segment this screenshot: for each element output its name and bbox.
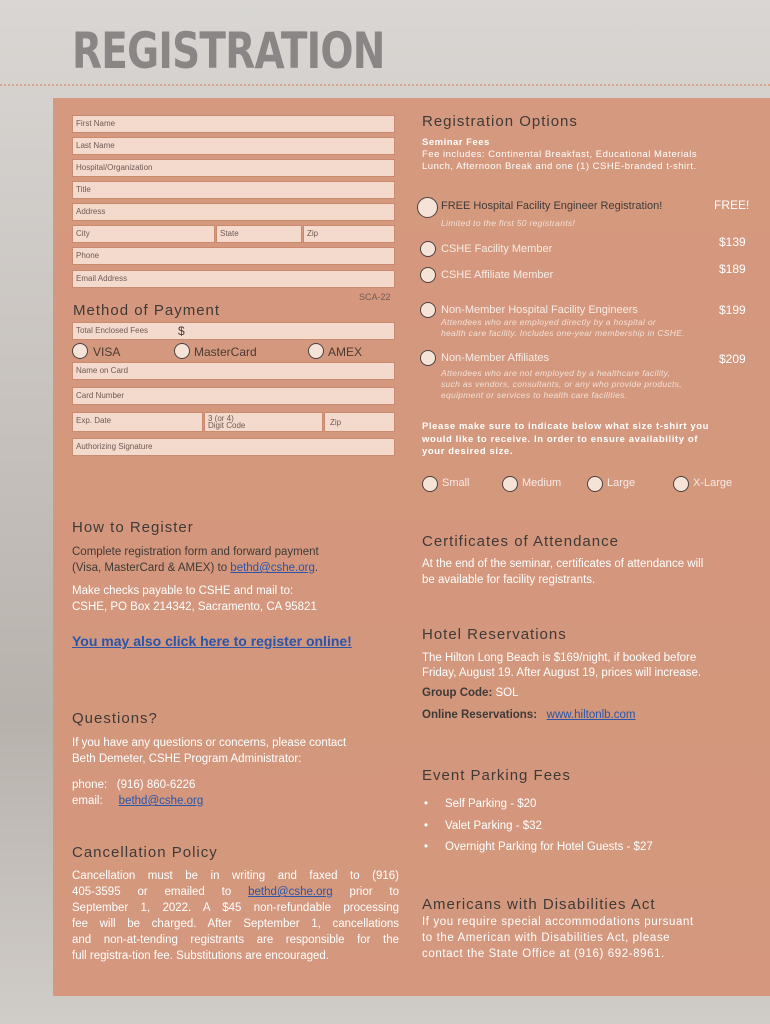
cancellation-text — [72, 868, 399, 964]
size-large-radio[interactable] — [587, 476, 603, 492]
visa-radio[interactable] — [72, 343, 88, 359]
free-registration-note: Limited to the first 50 registrants! — [441, 218, 576, 228]
tshirt-instructions — [422, 421, 709, 459]
facility-member-label: CSHE Facility Member — [441, 243, 553, 255]
register-email-link[interactable]: bethd@cshe.org — [230, 562, 315, 574]
ada-line-2: to the American with Disabilities Act, please — [422, 932, 671, 944]
state-label: State — [220, 229, 239, 238]
zip-label: Zip — [307, 229, 319, 238]
name-on-card-label: Name on Card — [76, 366, 129, 375]
card-number-label: Card Number — [76, 391, 125, 400]
parking-bullet-2: • — [424, 820, 429, 832]
overnight-parking: Overnight Parking for Hotel Guests - $27 — [445, 841, 653, 853]
tshirt-line-2: would like to receive. In order to ensure availability of — [422, 433, 698, 445]
email-label: Email Address — [76, 274, 128, 283]
free-registration-radio[interactable] — [417, 197, 438, 218]
signature-label: Authorizing Signature — [76, 442, 153, 451]
email-row — [72, 794, 203, 810]
phone-label-text: phone: — [72, 779, 108, 791]
exp-date-field[interactable] — [72, 412, 203, 432]
dotted-divider — [0, 84, 770, 86]
name-on-card-field[interactable] — [72, 362, 395, 380]
how-line-2 — [72, 561, 318, 577]
cvv-label-line2: Digit Code — [208, 421, 246, 430]
mastercard-label: MasterCard — [194, 345, 257, 359]
ada-heading: Americans with Disabilities Act — [422, 896, 656, 913]
tshirt-line-1: Please make sure to indicate below what size t-shirt you — [422, 421, 710, 432]
certificates-line-2: be available for facility registrants. — [422, 574, 596, 586]
cancellation-line-1: Cancellation must be in writing and faxed to (916) — [72, 870, 399, 882]
size-large-label: Large — [607, 477, 636, 489]
page-title: REGISTRATION — [72, 22, 385, 80]
affiliate-member-radio[interactable] — [420, 267, 436, 283]
phone-row — [72, 778, 195, 794]
group-code-label: Group Code: — [422, 687, 493, 699]
nonmember-affiliates-radio[interactable] — [420, 350, 436, 366]
mastercard-radio[interactable] — [174, 343, 190, 359]
state-field[interactable] — [216, 225, 302, 243]
cancellation-line-2b: prior to — [332, 886, 399, 898]
free-registration-label: FREE Hospital Facility Engineer Registration! — [441, 200, 663, 212]
cancellation-line-2a: 405-3595 or emailed to — [72, 886, 249, 898]
size-small-radio[interactable] — [422, 476, 438, 492]
amex-label: AMEX — [328, 345, 363, 359]
online-reservations-label: Online Reservations: — [422, 709, 538, 721]
card-zip-field[interactable] — [324, 412, 395, 432]
check-line-1: Make checks payable to CSHE and mail to: — [72, 585, 294, 597]
fees-line-2: Lunch, Afternoon Break and one (1) CSHE-branded t-shirt. — [422, 161, 697, 172]
phone-label: Phone — [76, 251, 100, 260]
nonmember-affiliates-label: Non-Member Affiliates — [441, 352, 550, 364]
cancellation-email-link[interactable]: bethd@cshe.org — [248, 886, 333, 898]
address-field[interactable] — [72, 203, 395, 221]
size-medium-label: Medium — [522, 477, 562, 489]
phone-number: (916) 860-6226 — [116, 779, 196, 791]
registration-options-heading: Registration Options — [422, 113, 578, 130]
exp-date-label: Exp. Date — [76, 416, 112, 425]
nonmember-affiliates-note — [441, 368, 682, 401]
facility-member-price: $139 — [719, 235, 746, 249]
total-fees-label: Total Enclosed Fees — [76, 326, 149, 335]
group-code-row — [422, 686, 519, 702]
nonmember-engineers-note — [441, 317, 685, 339]
seminar-fees-description — [422, 149, 697, 173]
visa-label: VISA — [93, 345, 121, 359]
cancellation-line-6: full registra-tion fee. Substitutions are encouraged. — [72, 950, 329, 962]
hotel-line-1: The Hilton Long Beach is $169/night, if booked before — [422, 652, 697, 664]
tshirt-line-3: your desired size. — [422, 446, 514, 457]
how-line-2-text: (Visa, MasterCard & AMEX) to — [72, 562, 231, 574]
first-name-field[interactable] — [72, 115, 395, 133]
last-name-label: Last Name — [76, 141, 115, 150]
signature-field[interactable] — [72, 438, 395, 456]
seminar-fees-heading: Seminar Fees — [422, 137, 490, 148]
amex-radio[interactable] — [308, 343, 324, 359]
affiliate-member-label: CSHE Affiliate Member — [441, 269, 554, 281]
how-line-2-end: . — [314, 562, 319, 574]
phone-field[interactable] — [72, 247, 395, 265]
dollar-sign: $ — [178, 324, 185, 338]
cvv-field[interactable] — [204, 412, 323, 432]
how-to-register-heading: How to Register — [72, 519, 194, 536]
hotel-heading: Hotel Reservations — [422, 626, 567, 643]
parking-bullet-1: • — [424, 798, 429, 810]
check-line-2: CSHE, PO Box 214342, Sacramento, CA 95821 — [72, 601, 317, 613]
cvv-label-line1: 3 (or 4) — [208, 414, 234, 423]
nonmember-affiliates-note-3: equipment or services to health care facilities. — [441, 390, 628, 400]
hotel-line-2: Friday, August 19. After August 19, prices will increase. — [422, 667, 702, 679]
nonmember-engineers-label: Non-Member Hospital Facility Engineers — [441, 304, 638, 316]
email-field[interactable] — [72, 270, 395, 288]
group-code-value: SOL — [492, 687, 519, 699]
questions-line-2: Beth Demeter, CSHE Program Administrator: — [72, 753, 302, 765]
facility-member-radio[interactable] — [420, 241, 436, 257]
title-label: Title — [76, 185, 91, 194]
last-name-field[interactable] — [72, 137, 395, 155]
size-small-label: Small — [442, 477, 470, 489]
nonmember-engineers-radio[interactable] — [420, 302, 436, 318]
valet-parking: Valet Parking - $32 — [445, 820, 542, 832]
card-zip-label: Zip — [330, 418, 342, 427]
email-label-text: email: — [72, 795, 103, 807]
nonmember-engineers-note-1: Attendees who are employed directly by a hospital or — [441, 317, 656, 327]
form-code: SCA-22 — [359, 292, 391, 302]
questions-email-link[interactable]: bethd@cshe.org — [118, 795, 204, 807]
ada-line-1: If you require special accommodations pursuant — [422, 916, 694, 928]
hospital-field[interactable] — [72, 159, 395, 177]
city-label: City — [76, 229, 90, 238]
ada-line-3: contact the State Office at (916) 692-8961. — [422, 948, 665, 960]
certificates-line-1: At the end of the seminar, certificates of attendance will — [422, 558, 704, 570]
register-online-link[interactable]: You may also click here to register online! — [72, 633, 352, 649]
size-xlarge-label: X-Large — [693, 477, 733, 489]
nonmember-affiliates-price: $209 — [719, 352, 746, 366]
cancellation-line-4: fee will be charged. After September 1, cancellations — [72, 918, 399, 930]
fees-line-1: Fee includes: Continental Breakfast, Educational Materials — [422, 149, 698, 160]
affiliate-member-price: $189 — [719, 262, 746, 276]
address-label: Address — [76, 207, 106, 216]
size-medium-radio[interactable] — [502, 476, 518, 492]
size-xlarge-radio[interactable] — [673, 476, 689, 492]
card-number-field[interactable] — [72, 387, 395, 405]
cancellation-line-5: and non-at-tending registrants are responsible for the — [72, 934, 399, 946]
nonmember-affiliates-note-2: such as vendors, consultants, or any who provide products, — [441, 379, 682, 389]
nonmember-engineers-price: $199 — [719, 303, 746, 317]
parking-bullet-3: • — [424, 841, 429, 853]
parking-heading: Event Parking Fees — [422, 767, 571, 784]
cancellation-line-2 — [72, 884, 399, 900]
cancellation-line-3: September 1, 2022. A $45 non-refundable processing — [72, 902, 399, 914]
hilton-link[interactable]: www.hiltonlb.com — [546, 709, 636, 721]
city-field[interactable] — [72, 225, 215, 243]
payment-heading: Method of Payment — [73, 302, 221, 319]
questions-heading: Questions? — [72, 710, 158, 727]
title-field[interactable] — [72, 181, 395, 199]
nonmember-engineers-note-2: health care facility. Includes one-year membership in CSHE. — [441, 328, 685, 338]
first-name-label: First Name — [76, 119, 116, 128]
questions-line-1: If you have any questions or concerns, please contact — [72, 737, 347, 749]
free-registration-price: FREE! — [714, 198, 750, 212]
total-fees-field[interactable] — [72, 322, 395, 340]
nonmember-affiliates-note-1: Attendees who are not employed by a healthcare facility, — [441, 368, 671, 378]
zip-field[interactable] — [303, 225, 395, 243]
certificates-heading: Certificates of Attendance — [422, 533, 619, 550]
cancellation-heading: Cancellation Policy — [72, 844, 218, 861]
online-reservations-row — [422, 708, 635, 724]
self-parking: Self Parking - $20 — [445, 798, 537, 810]
hospital-label: Hospital/Organization — [76, 163, 153, 172]
how-line-1: Complete registration form and forward payment — [72, 546, 319, 558]
